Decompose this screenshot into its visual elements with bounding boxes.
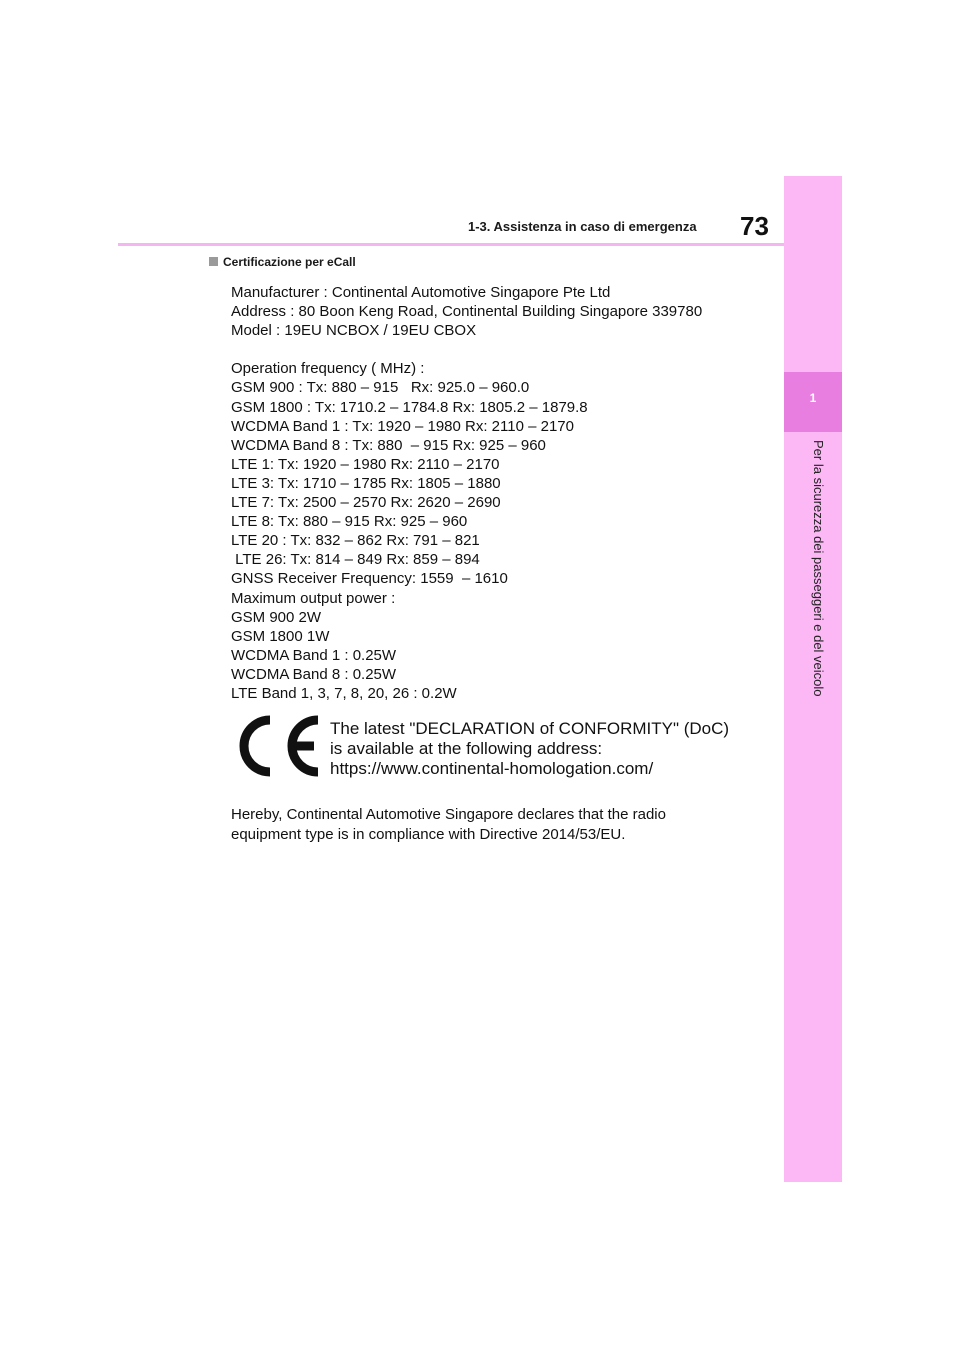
address-line: Address : 80 Boon Keng Road, Continental Building Singapore 339780 <box>231 303 703 321</box>
frequency-line: LTE 1: Tx: 1920 – 1980 Rx: 2110 – 2170 <box>231 455 500 473</box>
frequency-line: LTE 3: Tx: 1710 – 1785 Rx: 1805 – 1880 <box>231 474 501 492</box>
frequency-line: LTE 26: Tx: 814 – 849 Rx: 859 – 894 <box>231 551 480 569</box>
chapter-title: Per la sicurezza dei passeggeri e del veicolo <box>811 440 826 697</box>
doc-line: is available at the following address: <box>330 739 603 758</box>
manufacturer-line: Manufacturer : Continental Automotive Singapore Pte Ltd <box>231 284 611 301</box>
frequency-line: WCDMA Band 1 : Tx: 1920 – 1980 Rx: 2110 – 2170 <box>231 417 574 435</box>
model-line: Model : 19EU NCBOX / 19EU CBOX <box>231 322 477 340</box>
frequency-line: LTE 8: Tx: 880 – 915 Rx: 925 – 960 <box>231 513 468 531</box>
ce-mark-icon <box>230 714 322 778</box>
frequency-line: GSM 900 : Tx: 880 – 915 Rx: 925.0 – 960.0 <box>231 379 530 397</box>
doc-notice <box>330 719 729 779</box>
spec-block <box>231 283 702 703</box>
compliance-line: equipment type is in compliance with Directive 2014/53/EU. <box>231 826 626 843</box>
doc-url: https://www.continental-homologation.com/ <box>330 759 654 778</box>
header-rule <box>118 243 784 246</box>
power-heading: Maximum output power : <box>231 589 396 607</box>
section-title: 1-3. Assistenza in caso di emergenza <box>468 219 697 234</box>
subheading-text: Certificazione per eCall <box>223 255 356 269</box>
spacer <box>231 340 702 359</box>
power-line: GSM 1800 1W <box>231 627 330 645</box>
power-line: WCDMA Band 1 : 0.25W <box>231 646 397 664</box>
power-line: GSM 900 2W <box>231 608 322 626</box>
frequency-heading: Operation frequency ( MHz) : <box>231 360 425 378</box>
power-line: LTE Band 1, 3, 7, 8, 20, 26 : 0.2W <box>231 684 457 702</box>
frequency-line: WCDMA Band 8 : Tx: 880 – 915 Rx: 925 – 960 <box>231 436 546 454</box>
frequency-line: GSM 1800 : Tx: 1710.2 – 1784.8 Rx: 1805.2 – 1879.8 <box>231 398 588 416</box>
chapter-number: 1 <box>809 391 817 405</box>
power-line: WCDMA Band 8 : 0.25W <box>231 665 397 683</box>
frequency-line: LTE 20 : Tx: 832 – 862 Rx: 791 – 821 <box>231 532 480 550</box>
square-bullet-icon <box>209 257 218 266</box>
doc-line: The latest "DECLARATION of CONFORMITY" (DoC) <box>330 719 730 738</box>
page-number: 73 <box>740 211 769 241</box>
frequency-line: GNSS Receiver Frequency: 1559 – 1610 <box>231 570 508 588</box>
subheading <box>209 255 356 269</box>
compliance-line: Hereby, Continental Automotive Singapore declares that the radio <box>231 806 666 823</box>
frequency-line: LTE 7: Tx: 2500 – 2570 Rx: 2620 – 2690 <box>231 494 501 512</box>
compliance-statement <box>231 805 666 845</box>
